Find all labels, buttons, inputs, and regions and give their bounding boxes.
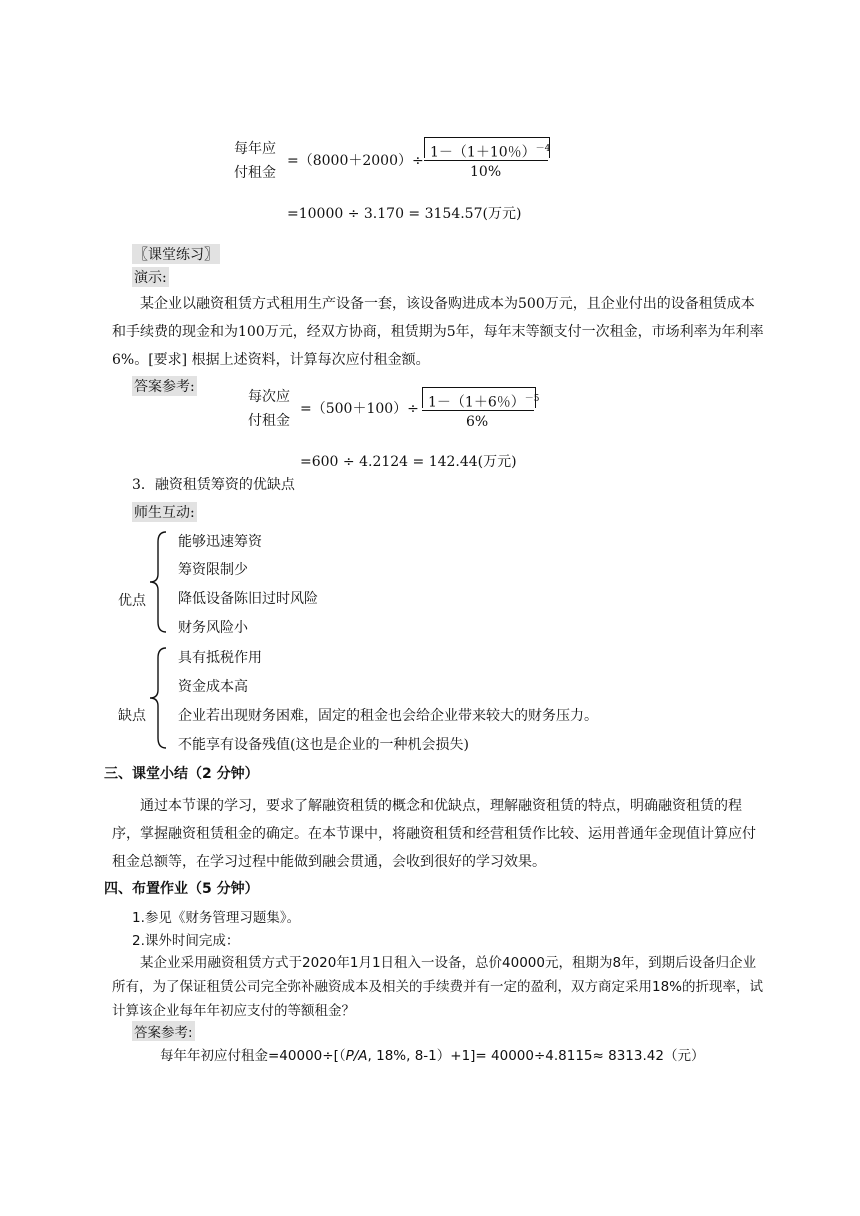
formula2-eq: =（500＋100）÷ [300, 401, 419, 417]
answer-label-2: 答案参考: [132, 1021, 195, 1041]
advantage-item-4: 财务风险小 [178, 620, 248, 636]
practice-problem: 某企业以融资租赁方式租用生产设备一套，该设备购进成本为500万元，且企业付出的设备租赁成本和手续费的现金和为100万元，经双方协商，租赁期为5年，每年末等额支付一次租金，市场利率为年利率6%。[要求] 根据上述资料，计算每次应付租金额。 [112, 296, 764, 368]
advantage-item-2: 筹资限制少 [178, 562, 248, 578]
formula2-numerator: 1－（1＋6％）$^{-5}$ [428, 394, 540, 411]
advantage-item-1: 能够迅速筹资 [178, 534, 262, 550]
demo-label: 演示: [132, 267, 169, 287]
advantages-brace [148, 530, 170, 634]
disadvantages-label: 缺点 [118, 708, 146, 724]
formula1-label-1: 每年应 [234, 141, 276, 157]
formula1-denominator: 10% [470, 164, 502, 180]
disadvantage-item-1: 具有抵税作用 [178, 650, 262, 666]
section3-title: 3．融资租赁筹资的优缺点 [132, 477, 295, 493]
summary-heading: 三、课堂小结（2 分钟） [104, 766, 259, 782]
formula1-result: =10000 ÷ 3.170 = 3154.57(万元) [287, 206, 522, 222]
formula2-fraction-bar [422, 410, 534, 411]
formula1-fraction-bar [424, 160, 548, 161]
homework-problem: 某企业采用融资租赁方式于2020年1月1日租入一设备，总价40000元，租期为8年，到期后设备归企业所有，为了保证租赁公司完全弥补融资成本及相关的手续费并有一定的盈利，双方商定采用18%的折现率，试计算该企业每年年初应支付的等额租金？ [112, 955, 764, 1019]
advantage-item-3: 降低设备陈旧过时风险 [178, 591, 318, 607]
homework-answer: 每年年初应付租金=40000÷[（P/A, 18%, 8-1）+1]= 40000÷4.8115≈ 8313.42（元） [160, 1048, 705, 1064]
disadvantage-item-2: 资金成本高 [178, 679, 248, 695]
practice-heading: 〖课堂练习〗 [132, 244, 220, 264]
formula2-result: =600 ÷ 4.2124 = 142.44(万元) [300, 454, 517, 470]
formula2-label-1: 每次应 [248, 389, 290, 405]
disadvantages-brace [148, 646, 170, 750]
summary-text: 通过本节课的学习，要求了解融资租赁的概念和优缺点，理解融资租赁的特点，明确融资租赁的程序，掌握融资租赁租金的确定。在本节课中，将融资租赁和经营租赁作比较、运用普通年金现值计算应付租金总额等，在学习过程中能做到融会贯通，会收到很好的学习效果。 [112, 798, 756, 870]
homework-item-1: 1.参见《财务管理习题集》。 [132, 910, 301, 926]
answer-label-1: 答案参考: [132, 376, 197, 396]
interaction-label: 师生互动: [132, 502, 197, 522]
formula2-denominator: 6% [466, 414, 489, 430]
advantages-label: 优点 [118, 593, 146, 609]
formula1-numerator: 1－（1＋10％）$^{-4}$ [430, 144, 551, 161]
formula2-label-2: 付租金 [248, 413, 290, 429]
disadvantage-item-4: 不能享有设备残值(这也是企业的一种机会损失) [178, 737, 469, 753]
formula1-eq: =（8000＋2000）÷ [287, 153, 424, 169]
homework-heading: 四、布置作业（5 分钟） [104, 881, 259, 897]
formula1-label-2: 付租金 [234, 165, 276, 181]
disadvantage-item-3: 企业若出现财务困难，固定的租金也会给企业带来较大的财务压力。 [178, 708, 598, 724]
homework-item-2: 2.课外时间完成： [132, 933, 240, 949]
